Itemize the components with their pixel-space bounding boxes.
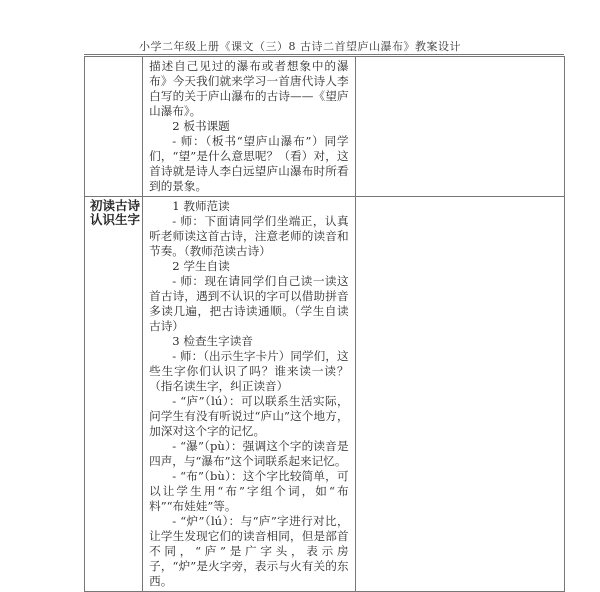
section-cell [85, 57, 143, 197]
cell-content [143, 57, 354, 196]
paragraph: - “布”（bù）：这个字比较简单，可以让学生用“布”字组个词，如“布料”“布娃娃”等。 [149, 469, 349, 513]
step-heading: 1 教师范读 [172, 199, 230, 213]
paragraph: - “炉”（lú）：与“庐”字进行对比，让学生发现它们的读音相同，但是部首不同，“庐”是广字头，表示房子，“炉”是火字旁，表示与火有关的东西。 [149, 514, 349, 588]
section-title: 初读古诗认识生字 [90, 198, 141, 227]
step-heading: 2 板书课题 [172, 119, 230, 133]
paragraph: - “庐”（lú）：可以联系生活实际，问学生有没有听说过“庐山”这个地方，加深对这个字的记忆。 [149, 394, 349, 438]
paragraph: - “瀑”（pù）：强调这个字的读音是四声，与“瀑布”这个词联系起来记忆。 [149, 439, 349, 468]
paragraph: 描述自己见过的瀑布或者想象中的瀑布》今天我们就来学习一首唐代诗人李白写的关于庐山瀑布的古诗——《望庐山瀑布》。 [149, 59, 349, 118]
cell-content [143, 197, 354, 591]
section-title [85, 57, 142, 59]
step-heading: 2 学生自读 [172, 259, 230, 273]
table-row [85, 57, 565, 197]
table-row [85, 197, 565, 592]
notes-cell [355, 57, 564, 197]
paragraph: - 师：（出示生字卡片）同学们，这些生字你们认识了吗？谁来读一读？（指名读生字，纠正读音） [149, 349, 349, 393]
paragraph: - 师：（板书“望庐山瀑布”）同学们，“望”是什么意思呢？（看）对，这首诗就是诗人李白远望庐山瀑布时所看到的景象。 [149, 134, 349, 193]
section-cell [85, 197, 143, 592]
paragraph: - 师：现在请同学们自己读一读这首古诗，遇到不认识的字可以借助拼音多读几遍，把古诗读通顺。（学生自读古诗） [149, 274, 349, 333]
step-heading: 3 检查生字读音 [172, 334, 253, 348]
header-rule [84, 54, 564, 55]
content-cell [143, 197, 355, 592]
notes-cell [355, 197, 564, 592]
page-header: 小学二年级上册《课文（三）8 古诗二首望庐山瀑布》教案设计 [139, 40, 461, 53]
lesson-plan-table [84, 56, 565, 592]
paragraph: - 师：下面请同学们坐端正，认真听老师读这首古诗，注意老师的读音和节奏。（教师范读古诗） [149, 214, 349, 258]
content-cell [143, 57, 355, 197]
